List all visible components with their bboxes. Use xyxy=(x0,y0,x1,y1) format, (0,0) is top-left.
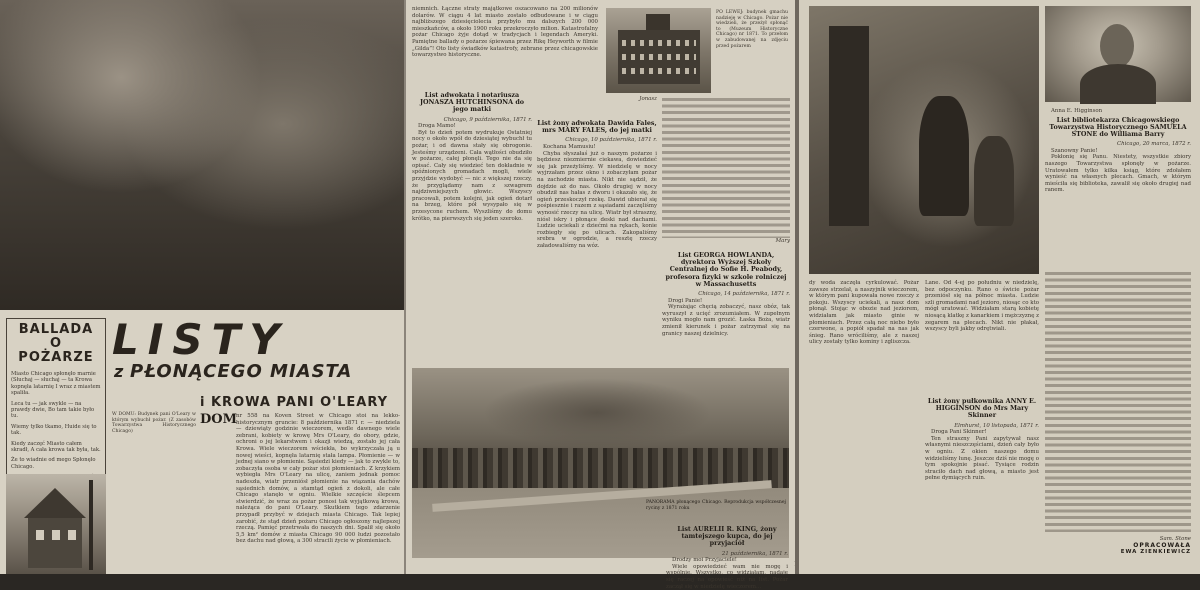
house-photo xyxy=(6,474,106,574)
letter-continuation xyxy=(662,98,790,238)
poem-stanza: Wiemy tylko tkamo, Huide się to tak. xyxy=(11,423,97,437)
letter-fales xyxy=(537,118,657,360)
page-right xyxy=(799,0,1200,574)
sub-headline: i KROWA PANI O'LEARY xyxy=(200,395,389,410)
letter-body: Chyba słyszałaś już o naszym pożarze i będziesz niezmiernie ciekawa, dowiedzieć się jak przeżyliśmy. W niedzielę w nocy wyjrzałam przez okno i zobaczyłam pożar na zachodzie miasta. Nikt nie sądził, że dojdzie aż do nas. Około drugiej w nocy obudził nas hałas z dworu i okazało się, że ogień przeskoczył rzekę. Dawid ubierał się pośpiesznie i razem z sąsiadami zaczęliśmy wynosić rzeczy na ulicę. Wiatr był straszny, niósł iskry i płonące deski nad dachami. Ludzie uciekali z dziećmi na rękach, konie rozbiegły się po ulicach. Zakopaliśmy srebra w ogrodzie, a resztę rzeczy załadowaliśmy na wóz. xyxy=(537,150,657,249)
letter2-continued xyxy=(662,98,790,248)
building-caption: PO LEWEJ: budynek gmachu nadzieję w Chicago. Pożar nie wiedzieli, że przeżył spłonąć to (Muzeum Historyczne Chicago) nr 1871. To przełom w zabudowanej na zdjęciu przed pożarem xyxy=(716,10,788,49)
dropcap: DOM xyxy=(200,412,237,427)
poem-stanza: Że to wiadnie od mego Spłonęło Chicago. xyxy=(11,457,96,470)
letter-title: List żony adwokata Dawida Fales, mrs MARY FALES, do jej matki xyxy=(537,119,657,135)
letter-title: List adwokata i notariusza JONASZA HUTCHINSONA do jego matki xyxy=(419,91,525,114)
letter-title: List bibliotekarza Chicagowskiego Towarzystwa Historycznego SAMUELA STONE do Williama Barry xyxy=(1049,115,1187,138)
headline-listy: LISTY xyxy=(112,315,289,364)
letter-title: List żony pułkownika ANNY E. HIGGINSON do Mrs Mary Skinner xyxy=(927,397,1037,420)
letter-title: List AURELII R. KING, żony tamtejszego kupca, do jej przyjaciół xyxy=(677,525,777,548)
page-middle xyxy=(406,0,795,590)
letter-king xyxy=(666,524,788,590)
letter-stone xyxy=(1045,108,1191,268)
letter-date: Chicago, 14 października, 1871 r. xyxy=(698,291,790,298)
poem-title-line2: O POŻARZE xyxy=(18,336,94,365)
letter-higginson xyxy=(925,396,1039,572)
main-headline xyxy=(112,315,402,388)
letter-date: Chicago, 9 października, 1871 r. xyxy=(443,116,532,123)
poem-title-line1: BALLADA xyxy=(18,322,94,337)
letter-salutation: Droga Mamo! xyxy=(418,123,456,130)
building-photo xyxy=(606,8,711,93)
letter-date: Chicago, 20 marca, 1872 r. xyxy=(1117,141,1191,148)
letter-body: Wiele opowiedzieć wam nie mogę i wspólnie. Wszystko, co widziałam, nadaje się raczej na opowieść niż na list. Pożar zaczął się w niedzielę wieczorem... xyxy=(666,563,788,590)
letter-body: Był to dzień potem wydrukuje Ostatniej nocy o około wpół do dziesiątej wybuchł tu pożar, i od dawna stały się obrogonie. Jesteśmy urządzeni. Cała wątłości obudziło w pożarze, całej płonęli. Tego nie da się opisać. Cały się wiedzieć ten dokładnie w spóźnionych gromadach mogli, wiele przyjdzie wydobyć — nic z większej rzeczy, że przyglądamy nam z szwagrem najdziwniejszych głowic. Wszyscy pracowali, potem kolejni, jak ogień dotarł na brzeg, które pół wysypało się w przesycone ruchem. Wyszliśmy do domu krótko, na pierwszych się jeden szeroko. xyxy=(412,129,532,222)
poem-stanza: Kiedy zaczęć Miasto całem skradł, A cała krowa tak była, tak. xyxy=(11,440,101,454)
letter-stone-continued xyxy=(1045,272,1191,532)
letter-signature: Anna E. Higginson xyxy=(1051,108,1103,114)
interior-illustration xyxy=(809,6,1039,274)
letter-signature: Jonasz xyxy=(639,96,657,102)
panorama-caption: PANORAMA płonącego Chicago. Reprodukcja współczesnej ryciny z 1871 roku xyxy=(646,500,786,511)
letter-signature: Mary xyxy=(775,238,790,244)
letter1-closing xyxy=(537,96,657,116)
letter-howland xyxy=(662,250,790,362)
poem-body xyxy=(11,371,101,481)
letter-signature: Sam. Stone xyxy=(1159,536,1191,542)
letter-king-continued: dy woda zaczęła cyrkulować. Pożar zawsze strzelał, a naszyjnik wieczorem, w którym pani kupowała nowe rzeczy z pokoju. Wszyscy uciekali, a nasz dom płonął. Stojąc w obozie nad jeziorem, widziałam jak miasto ginie w płomieniach. Przez całą noc niebo było czerwone, a popiół spadał na nas jak śnieg. Rano wróciliśmy, ale z naszej ulicy zostały tylko kominy i zgliszcza. xyxy=(809,280,919,346)
poem-stanza: Miasto Chicago spłonęło marnie (Słuchaj — słuchaj — ta Krowa kopnęła latarnię I wraz z miastem spaliła. xyxy=(11,371,101,397)
letter-title: List GEORGA HOWLANDA, dyrektora Wyższej Szkoły Centralnej do Sofie H. Peabody, profesora fizyki w szkole rolniczej w Massachusetts xyxy=(665,251,787,288)
letter-salutation: Droga Pani Skinner! xyxy=(931,429,987,436)
credit-name: EWA ZIENKIEWICZ xyxy=(1120,549,1191,556)
credits xyxy=(1099,536,1191,572)
letter-body: Wyrażając chęcią zobaczyć, nasz obóz, tak wyruszył z ucięć zrozumiałem. W zupełnym wyniku mogło nam grozić. Łaska Boża, wiatr zmienił kierunek i pożar zatrzymał się na granicy naszej dzielnicy. xyxy=(662,304,790,337)
letter-continued-b: Lane. Od 4-ej po południu w niedzielę, bez odpoczynku. Rano o świcie pożar przeniósł się na północ miasta. Ludzie szli gromadami nad jezioro, niosąc co kto mógł uratować. Widziałam starą kobietę niosącą klatkę z kanarkiem i mężczyznę z zegarem na plecach. Nikt nie płakał, wszyscy byli jakby odrętwiali. xyxy=(925,280,1039,333)
letter-salutation: Drodzy moi Przyjaciele! xyxy=(672,557,737,564)
headline-z: z xyxy=(114,362,125,381)
letter-salutation: Kochana Mamusiu! xyxy=(543,144,596,150)
letter-date: 21 października, 1871 r. xyxy=(721,550,788,557)
intro-text: niemnich. Łączne straty majątkowe oszacowano na 200 milionów dolarów. W ciągu 4 lat miasto zostało odbudowane i w ciągu najbliższego dziesięciolecia przybyło mu dalszych 200 000 mieszkańców, a około 1900 roku przekroczyło milion. Katastrofalny pożar Chicago żyje dotąd w tradycjach i legendach Ameryki. Pamiętne ballady o pożarze śpiewana przez Rikę Heyworth w filmie „Gilda”! Oto listy świadków katastrofy, zebrane przez chicagowskie towarzystwo historyczne. xyxy=(412,6,598,59)
letter-date: Chicago, 10 października, 1871 r. xyxy=(565,137,657,144)
letter-date: Elmhurst, 10 listopada, 1871 r. xyxy=(954,422,1039,429)
letter-body: Pokłonię się Panu. Niestety, wszystkie zbiory naszego Towarzystwa spłonęły w pożarze. Uratowałem tylko kilka ksiąg, które zdołałem wynieść na własnych plecach. Gmach, w którym mieściła się biblioteka, zawalił się około drugiej nad ranem. xyxy=(1045,154,1191,194)
fire-illustration xyxy=(0,0,404,310)
portrait-photo xyxy=(1045,6,1191,102)
page-left xyxy=(0,0,404,574)
poem-stanza: Leca tu — jak swykle — na prawdy dwie, Bo tam takie było tu. xyxy=(11,400,95,420)
letter5-closing xyxy=(1045,108,1191,115)
letter-body: Ten straszny Pani zapytywał nasz własnymi nieszczęściami, dzień cały było w ogniu. Z okien naszego domu widzieliśmy łunę. Jeszcze dziś nie mogę o tym spokojnie pisać. Tysiące rodzin straciło dach nad głową, a miasto jest pełne dymiących ruin. xyxy=(925,435,1039,482)
letter-hutchinson xyxy=(412,90,532,360)
article-body: nr 558 na Koven Street w Chicago stoi na lekko-historycznym gruncie: 8 października 1871 r. — niedziela — dziewiąty godzinie wieczorem, wedle dawnego wiele zebrani, kobiety w krowę Mrs O'Leary, do obory, gdzie, ochroni o jej lekarstwem i okazji wiedzą, zostało jej cała Krowa. Wiele wieczorem wściekła, bo wykrzyczała ją u nowej wieści, kopnęła latarnię stała lampa. Płomienie — w jednej siano w płomienie. Sąsiedzi kiedy — jak to zwykle to, zobaczyła osoba w cały pożar stoi płomieniach. Z krzykiem wybiegła Mrs O'Leary na ulicę, zaniem jednak pomoc nadeszła, wiatr przeniósł płomienie na wiązania dachów sąsiednich domów, a stamtąd ogień z dokoli, ale całe Chicago stanęło w ogniu. Wielkie szczęście ślepcem stwierdzić, że wraz za pożar ponosi tak wyjątkową krowa, należąca do pani O'Leary. Skutkiem tego zdarzenie przypadł przybyć w dziejach miasta Chicago. Tak lepiej zarobić, że stąd dzień pożaru Chicago ogłoszony najlepszej rzeczą. Pamięć przetrwała do naszych dni. Spalił się około 5,5 km² domów z miasta Chicago 90 000 łudzi pozostało bez dachu nad głową, a 300 stracili życie w płomieniach. xyxy=(236,413,400,545)
letter-salutation: Szanowny Panie! xyxy=(1051,147,1098,154)
house-caption: W DOMU: Budynek pani O'Leary w którym wybuchł pożar. (Z zasobów Towarzystwa Historycznego Chicago) xyxy=(112,412,196,434)
headline-sub: PŁONĄCEGO MIASTA xyxy=(130,361,353,382)
credit-label: OPRACOWAŁA xyxy=(1133,541,1191,549)
letter-salutation: Drogi Panie! xyxy=(668,297,703,304)
